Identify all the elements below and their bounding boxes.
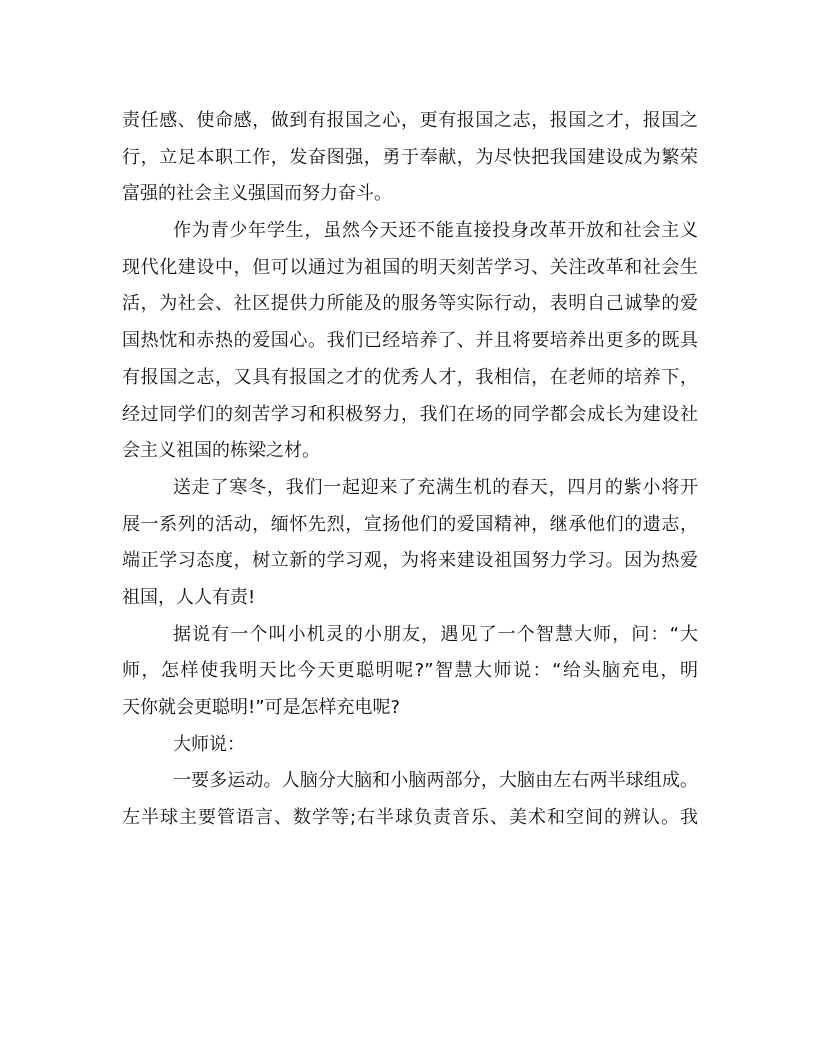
text-line: 现代化建设中，但可以通过为祖国的明天刻苦学习、关注改革和社会生 bbox=[122, 256, 698, 278]
text-line: 有报国之志，又具有报国之才的优秀人才，我相信，在老师的培养下， bbox=[122, 366, 698, 388]
text-line: 端正学习态度，树立新的学习观，为将来建设祖国努力学习。因为热爱 bbox=[122, 550, 698, 572]
text-line: 展一系列的活动，缅怀先烈，宣扬他们的爱国精神，继承他们的遗志， bbox=[122, 513, 698, 535]
paragraph-first-line: 大师说： bbox=[173, 733, 245, 755]
paragraph-first-line: 据说有一个叫小机灵的小朋友，遇见了一个智慧大师，问：“大 bbox=[173, 623, 698, 645]
text-line: 责任感、使命感，做到有报国之心，更有报国之志，报国之才，报国之 bbox=[122, 110, 698, 131]
text-line: 会主义祖国的栋梁之材。 bbox=[122, 440, 320, 462]
text-line: 天你就会更聪明!”可是怎样充电呢? bbox=[122, 697, 401, 718]
text-line: 国热忱和赤热的爱国心。我们已经培养了、并且将要培养出更多的既具 bbox=[122, 330, 698, 352]
text-line: 活，为社会、社区提供力所能及的服务等实际行动，表明自己诚挚的爱 bbox=[122, 293, 698, 315]
text-line: 行，立足本职工作，发奋图强，勇于奉献，为尽快把我国建设成为繁荣 bbox=[122, 146, 698, 168]
text-line: 左半球主要管语言、数学等;右半球负责音乐、美术和空间的辨认。我 bbox=[122, 807, 698, 829]
text-line: 经过同学们的刻苦学习和积极努力，我们在场的同学都会成长为建设社 bbox=[122, 403, 698, 425]
paragraph-first-line: 作为青少年学生，虽然今天还不能直接投身改革开放和社会主义 bbox=[173, 220, 698, 242]
document-body bbox=[122, 103, 698, 837]
paragraph-first-line: 送走了寒冬，我们一起迎来了充满生机的春天，四月的紫小将开 bbox=[173, 476, 698, 498]
paragraph-first-line: 一要多运动。人脑分大脑和小脑两部分，大脑由左右两半球组成。 bbox=[173, 770, 698, 792]
text-line: 富强的社会主义强国而努力奋斗。 bbox=[122, 183, 392, 205]
text-line: 祖国，人人有责! bbox=[122, 586, 256, 608]
text-line: 师，怎样使我明天比今天更聪明呢?”智慧大师说：“给头脑充电，明 bbox=[122, 660, 698, 682]
